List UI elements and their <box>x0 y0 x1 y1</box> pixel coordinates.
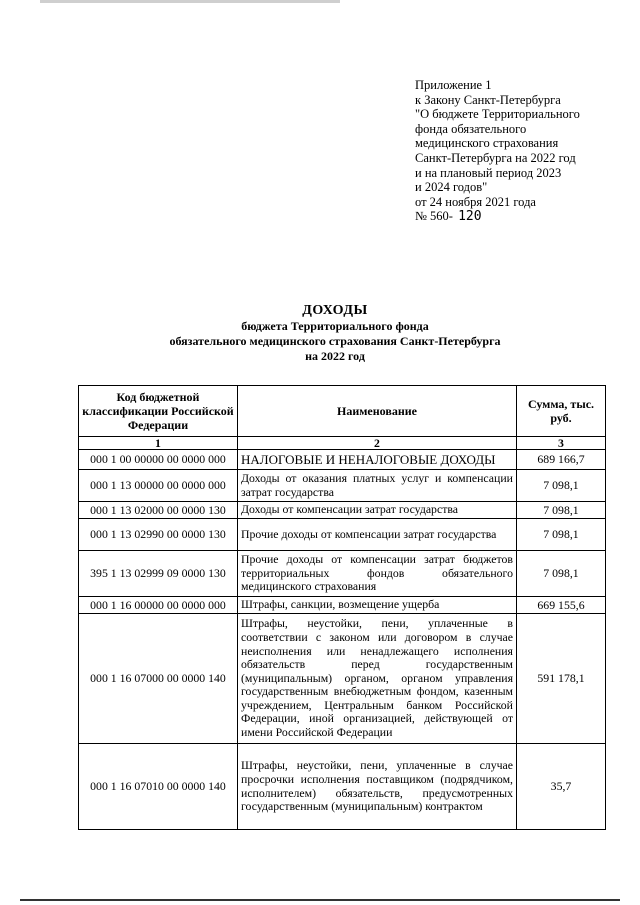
title-main: ДОХОДЫ <box>302 303 368 318</box>
row-name: Доходы от оказания платных услуг и компенсации затрат государства <box>238 470 517 502</box>
row-name: Штрафы, неустойки, пени, уплаченные в случае просрочки исполнения поставщиком (подрядчиком, исполнителем) обязательств, предусмотренных государственным (муниципальным) контрактом <box>238 744 517 830</box>
row-sum: 7 098,1 <box>517 519 606 551</box>
row-code: 000 1 16 07010 00 0000 140 <box>79 744 238 830</box>
table-row <box>79 470 606 502</box>
title-line: обязательного медицинского страхования Санкт-Петербурга <box>169 334 501 348</box>
row-code: 000 1 13 00000 00 0000 000 <box>79 470 238 502</box>
title-line: бюджета Территориального фонда <box>241 319 429 333</box>
header-sum: Сумма, тыс. руб. <box>517 386 606 437</box>
row-code: 000 1 16 07000 00 0000 140 <box>79 614 238 744</box>
law-number-prefix: № 560- <box>415 209 453 224</box>
row-name: Штрафы, санкции, возмещение ущерба <box>238 597 517 614</box>
row-sum: 689 166,7 <box>517 450 606 470</box>
row-name: НАЛОГОВЫЕ И НЕНАЛОГОВЫЕ ДОХОДЫ <box>238 450 517 470</box>
column-number: 1 <box>79 437 238 450</box>
title-line: на 2022 год <box>305 349 365 363</box>
table-row <box>79 597 606 614</box>
table-row <box>79 744 606 830</box>
appendix-line: Санкт-Петербурга на 2022 год <box>415 150 576 165</box>
document-title <box>85 302 585 364</box>
row-sum: 35,7 <box>517 744 606 830</box>
row-code: 395 1 13 02999 09 0000 130 <box>79 551 238 597</box>
row-sum: 591 178,1 <box>517 614 606 744</box>
table-header-row <box>79 386 606 437</box>
appendix-line: "О бюджете Территориального <box>415 107 580 122</box>
appendix-line: и 2024 годов" <box>415 180 488 195</box>
row-name: Штрафы, неустойки, пени, уплаченные в соответствии с законом или договором в случае неисполнения или ненадлежащего исполнения обязательств перед государственным (муниципальным) органом, органом управления государственным внебюджетным фондом, казенным учреждением, Центральным банком Российской Федерации, иной организацией, действующей от имени Российской Федерации <box>238 614 517 744</box>
income-table <box>78 385 606 830</box>
table-row <box>79 502 606 519</box>
row-code: 000 1 00 00000 00 0000 000 <box>79 450 238 470</box>
table-row <box>79 519 606 551</box>
appendix-line: и на плановый период 2023 <box>415 165 562 180</box>
appendix-line: от 24 ноября 2021 года <box>415 194 536 209</box>
column-number: 3 <box>517 437 606 450</box>
scan-edge-bottom <box>20 899 620 901</box>
row-name: Прочие доходы от компенсации затрат государства <box>238 519 517 551</box>
column-number: 2 <box>238 437 517 450</box>
row-sum: 7 098,1 <box>517 470 606 502</box>
table-row <box>79 551 606 597</box>
law-number-handwritten: 120 <box>458 209 482 225</box>
table-row <box>79 614 606 744</box>
row-sum: 7 098,1 <box>517 551 606 597</box>
row-code: 000 1 13 02990 00 0000 130 <box>79 519 238 551</box>
row-name: Доходы от компенсации затрат государства <box>238 502 517 519</box>
row-code: 000 1 13 02000 00 0000 130 <box>79 502 238 519</box>
column-number-row <box>79 437 606 450</box>
law-number <box>415 209 615 225</box>
appendix-line: к Закону Санкт-Петербурга <box>415 92 561 107</box>
appendix-line: Приложение 1 <box>415 78 492 92</box>
scan-edge-top <box>40 0 340 3</box>
appendix-block <box>415 78 615 225</box>
header-code: Код бюджетной классификации Российской Федерации <box>79 386 238 437</box>
header-name: Наименование <box>238 386 517 437</box>
appendix-line: фонда обязательного <box>415 121 527 136</box>
row-code: 000 1 16 00000 00 0000 000 <box>79 597 238 614</box>
row-sum: 669 155,6 <box>517 597 606 614</box>
row-name: Прочие доходы от компенсации затрат бюджетов территориальных фондов обязательного медицинского страхования <box>238 551 517 597</box>
row-sum: 7 098,1 <box>517 502 606 519</box>
table-row <box>79 450 606 470</box>
appendix-line: медицинского страхования <box>415 136 559 151</box>
